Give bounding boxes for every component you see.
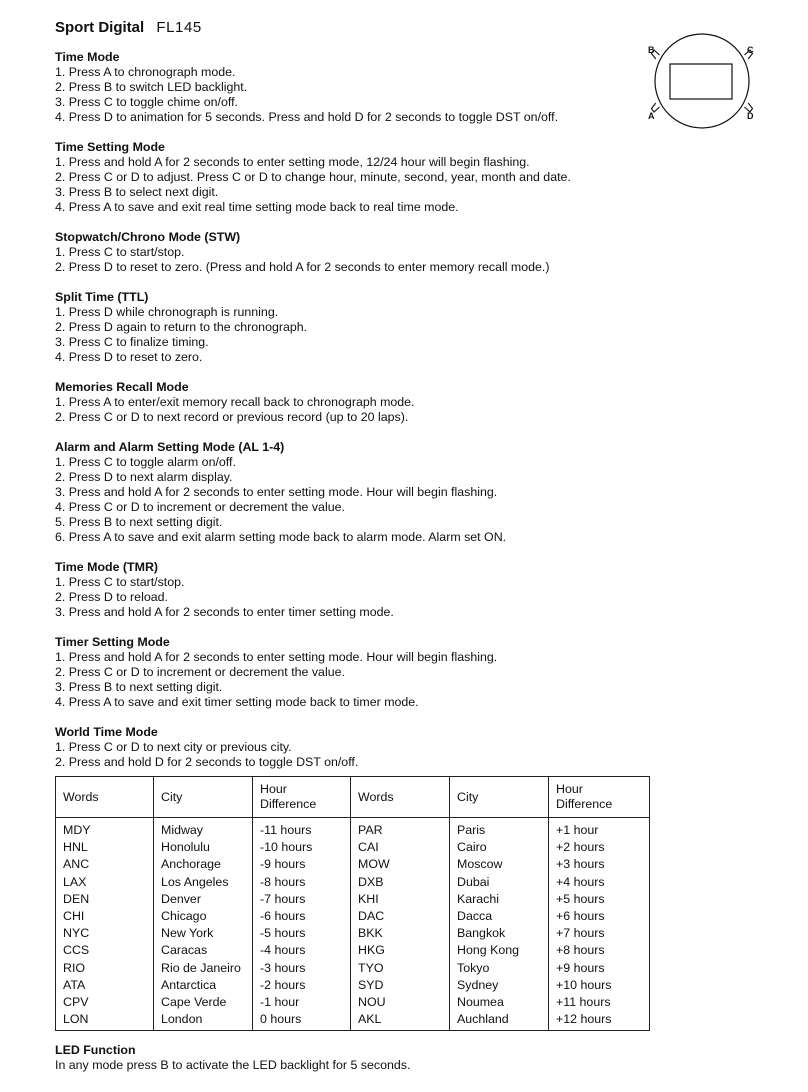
instruction-section bbox=[55, 290, 655, 365]
instruction-item: 2. Press C or D to increment or decrement the value. bbox=[55, 665, 345, 679]
instruction-item: 2. Press D to next alarm display. bbox=[55, 470, 233, 484]
table-cell: RIO bbox=[56, 960, 154, 977]
instruction-list bbox=[55, 305, 655, 365]
table-cell: Auchland bbox=[450, 1011, 549, 1031]
table-header-cell: City bbox=[450, 777, 549, 818]
instruction-list bbox=[55, 455, 655, 545]
table-cell: AKL bbox=[351, 1011, 450, 1031]
led-heading: LED Function bbox=[55, 1043, 136, 1057]
table-cell: CCS bbox=[56, 942, 154, 959]
table-cell: HNL bbox=[56, 839, 154, 856]
instruction-section bbox=[55, 635, 655, 710]
table-cell: -6 hours bbox=[253, 908, 351, 925]
table-row bbox=[56, 908, 650, 925]
instruction-item: 3. Press C to finalize timing. bbox=[55, 335, 209, 349]
world-time-table bbox=[55, 776, 650, 1031]
table-cell: Anchorage bbox=[154, 856, 253, 873]
table-cell: Dubai bbox=[450, 874, 549, 891]
table-cell: MDY bbox=[56, 818, 154, 840]
instruction-item: 6. Press A to save and exit alarm setting mode back to alarm mode. Alarm set ON. bbox=[55, 530, 507, 544]
section-heading: Stopwatch/Chrono Mode (STW) bbox=[55, 230, 241, 244]
table-cell: Sydney bbox=[450, 977, 549, 994]
table-cell: -8 hours bbox=[253, 874, 351, 891]
section-heading: Time Mode bbox=[55, 50, 120, 64]
table-cell: Noumea bbox=[450, 994, 549, 1011]
instruction-sections bbox=[55, 50, 655, 770]
table-cell: CAI bbox=[351, 839, 450, 856]
table-cell: Los Angeles bbox=[154, 874, 253, 891]
table-header-cell: Hour Difference bbox=[549, 777, 650, 818]
table-cell: PAR bbox=[351, 818, 450, 840]
table-cell: -1 hour bbox=[253, 994, 351, 1011]
section-heading: Memories Recall Mode bbox=[55, 380, 189, 394]
table-row bbox=[56, 839, 650, 856]
table-row bbox=[56, 856, 650, 873]
instruction-item: 5. Press B to next setting digit. bbox=[55, 515, 223, 529]
instruction-item: 2. Press D again to return to the chronograph. bbox=[55, 320, 308, 334]
instruction-section bbox=[55, 230, 655, 275]
instruction-list bbox=[55, 575, 655, 620]
table-cell: CHI bbox=[56, 908, 154, 925]
table-cell: DAC bbox=[351, 908, 450, 925]
button-b-label: B bbox=[648, 45, 655, 55]
instruction-item: 2. Press and hold D for 2 seconds to toggle DST on/off. bbox=[55, 755, 359, 769]
instruction-section bbox=[55, 725, 655, 770]
section-heading: Time Setting Mode bbox=[55, 140, 165, 154]
table-cell: Cairo bbox=[450, 839, 549, 856]
table-cell: 0 hours bbox=[253, 1011, 351, 1031]
table-row bbox=[56, 818, 650, 840]
table-header-row bbox=[56, 777, 650, 818]
instruction-item: 3. Press B to select next digit. bbox=[55, 185, 219, 199]
table-row bbox=[56, 891, 650, 908]
instruction-section bbox=[55, 440, 655, 545]
table-cell: LAX bbox=[56, 874, 154, 891]
table-cell: +4 hours bbox=[549, 874, 650, 891]
button-d-label: D bbox=[747, 111, 754, 121]
table-cell: Honolulu bbox=[154, 839, 253, 856]
table-cell: ATA bbox=[56, 977, 154, 994]
table-cell: Midway bbox=[154, 818, 253, 840]
instruction-item: 4. Press D to reset to zero. bbox=[55, 350, 203, 364]
table-cell: -4 hours bbox=[253, 942, 351, 959]
title-brand: Sport Digital bbox=[55, 19, 145, 36]
table-header-cell: Hour Difference bbox=[253, 777, 351, 818]
table-cell: +2 hours bbox=[549, 839, 650, 856]
section-heading: Split Time (TTL) bbox=[55, 290, 149, 304]
instruction-item: 2. Press D to reload. bbox=[55, 590, 168, 604]
table-cell: Cape Verde bbox=[154, 994, 253, 1011]
table-cell: Antarctica bbox=[154, 977, 253, 994]
table-row bbox=[56, 925, 650, 942]
table-cell: -2 hours bbox=[253, 977, 351, 994]
table-cell: Paris bbox=[450, 818, 549, 840]
table-cell: DEN bbox=[56, 891, 154, 908]
instruction-item: 4. Press C or D to increment or decrement the value. bbox=[55, 500, 345, 514]
instruction-item: 3. Press B to next setting digit. bbox=[55, 680, 223, 694]
table-cell: +7 hours bbox=[549, 925, 650, 942]
instruction-list bbox=[55, 65, 655, 125]
instruction-item: 2. Press C or D to next record or previous record (up to 20 laps). bbox=[55, 410, 409, 424]
instruction-item: 4. Press A to save and exit real time setting mode back to real time mode. bbox=[55, 200, 459, 214]
table-row bbox=[56, 942, 650, 959]
instruction-list bbox=[55, 650, 655, 710]
watch-diagram bbox=[644, 33, 760, 133]
table-cell: Rio de Janeiro bbox=[154, 960, 253, 977]
table-cell: +5 hours bbox=[549, 891, 650, 908]
instruction-item: 2. Press C or D to adjust. Press C or D to change hour, minute, second, year, month and date. bbox=[55, 170, 571, 184]
table-cell: TYO bbox=[351, 960, 450, 977]
table-cell: MOW bbox=[351, 856, 450, 873]
table-cell: Karachi bbox=[450, 891, 549, 908]
instruction-item: 1. Press C to start/stop. bbox=[55, 575, 185, 589]
watch-display-outline bbox=[670, 64, 732, 99]
table-row bbox=[56, 1011, 650, 1031]
table-cell: -3 hours bbox=[253, 960, 351, 977]
table-row bbox=[56, 874, 650, 891]
table-cell: -9 hours bbox=[253, 856, 351, 873]
table-cell: +9 hours bbox=[549, 960, 650, 977]
instruction-item: 2. Press B to switch LED backlight. bbox=[55, 80, 248, 94]
table-cell: Denver bbox=[154, 891, 253, 908]
instruction-section bbox=[55, 140, 655, 215]
table-cell: Tokyo bbox=[450, 960, 549, 977]
section-heading: Time Mode (TMR) bbox=[55, 560, 159, 574]
table-cell: -11 hours bbox=[253, 818, 351, 840]
led-text: In any mode press B to activate the LED backlight for 5 seconds. bbox=[55, 1058, 411, 1072]
table-cell: London bbox=[154, 1011, 253, 1031]
page-title bbox=[55, 18, 202, 38]
section-heading: Alarm and Alarm Setting Mode (AL 1-4) bbox=[55, 440, 285, 454]
table-cell: +1 hour bbox=[549, 818, 650, 840]
instruction-section bbox=[55, 380, 655, 425]
instruction-item: 1. Press C to start/stop. bbox=[55, 245, 185, 259]
table-cell: -10 hours bbox=[253, 839, 351, 856]
table-cell: +11 hours bbox=[549, 994, 650, 1011]
table-cell: Moscow bbox=[450, 856, 549, 873]
table-cell: -5 hours bbox=[253, 925, 351, 942]
instruction-item: 1. Press and hold A for 2 seconds to enter setting mode, 12/24 hour will begin flashing. bbox=[55, 155, 530, 169]
instruction-item: 4. Press A to save and exit timer setting mode back to timer mode. bbox=[55, 695, 419, 709]
instruction-section bbox=[55, 50, 655, 125]
instruction-item: 3. Press C to toggle chime on/off. bbox=[55, 95, 238, 109]
instruction-item: 3. Press and hold A for 2 seconds to enter setting mode. Hour will begin flashing. bbox=[55, 485, 498, 499]
instruction-section bbox=[55, 560, 655, 620]
button-c-label: C bbox=[747, 45, 754, 55]
table-cell: +8 hours bbox=[549, 942, 650, 959]
table-header-cell: City bbox=[154, 777, 253, 818]
table-cell: SYD bbox=[351, 977, 450, 994]
table-cell: Hong Kong bbox=[450, 942, 549, 959]
led-function-section bbox=[55, 1043, 410, 1073]
instruction-item: 1. Press A to chronograph mode. bbox=[55, 65, 236, 79]
title-model: FL145 bbox=[156, 19, 202, 36]
instruction-list bbox=[55, 395, 655, 425]
table-cell: +6 hours bbox=[549, 908, 650, 925]
instruction-item: 1. Press C or D to next city or previous city. bbox=[55, 740, 292, 754]
table-cell: LON bbox=[56, 1011, 154, 1031]
button-a-label: A bbox=[648, 111, 655, 121]
instruction-list bbox=[55, 155, 655, 215]
table-cell: +12 hours bbox=[549, 1011, 650, 1031]
table-cell: ANC bbox=[56, 856, 154, 873]
table-header-cell: Words bbox=[56, 777, 154, 818]
table-cell: KHI bbox=[351, 891, 450, 908]
instruction-item: 3. Press and hold A for 2 seconds to enter timer setting mode. bbox=[55, 605, 394, 619]
instruction-list bbox=[55, 245, 655, 275]
instruction-item: 1. Press and hold A for 2 seconds to enter setting mode. Hour will begin flashing. bbox=[55, 650, 498, 664]
table-cell: -7 hours bbox=[253, 891, 351, 908]
table-row bbox=[56, 960, 650, 977]
instruction-item: 1. Press A to enter/exit memory recall back to chronograph mode. bbox=[55, 395, 415, 409]
table-cell: CPV bbox=[56, 994, 154, 1011]
table-row bbox=[56, 994, 650, 1011]
table-cell: New York bbox=[154, 925, 253, 942]
instruction-item: 1. Press C to toggle alarm on/off. bbox=[55, 455, 236, 469]
table-cell: Dacca bbox=[450, 908, 549, 925]
table-cell: Chicago bbox=[154, 908, 253, 925]
instruction-item: 2. Press D to reset to zero. (Press and hold A for 2 seconds to enter memory recall mode.) bbox=[55, 260, 550, 274]
table-cell: NYC bbox=[56, 925, 154, 942]
table-cell: BKK bbox=[351, 925, 450, 942]
table-cell: HKG bbox=[351, 942, 450, 959]
table-cell: +3 hours bbox=[549, 856, 650, 873]
instruction-item: 1. Press D while chronograph is running. bbox=[55, 305, 279, 319]
table-cell: +10 hours bbox=[549, 977, 650, 994]
table-header-cell: Words bbox=[351, 777, 450, 818]
table-row bbox=[56, 977, 650, 994]
section-heading: Timer Setting Mode bbox=[55, 635, 170, 649]
watch-case-outline bbox=[655, 34, 749, 128]
section-heading: World Time Mode bbox=[55, 725, 158, 739]
table-cell: NOU bbox=[351, 994, 450, 1011]
table-cell: Bangkok bbox=[450, 925, 549, 942]
table-cell: Caracas bbox=[154, 942, 253, 959]
instruction-list bbox=[55, 740, 655, 770]
table-cell: DXB bbox=[351, 874, 450, 891]
instruction-item: 4. Press D to animation for 5 seconds. Press and hold D for 2 seconds to toggle DST on/off. bbox=[55, 110, 559, 124]
